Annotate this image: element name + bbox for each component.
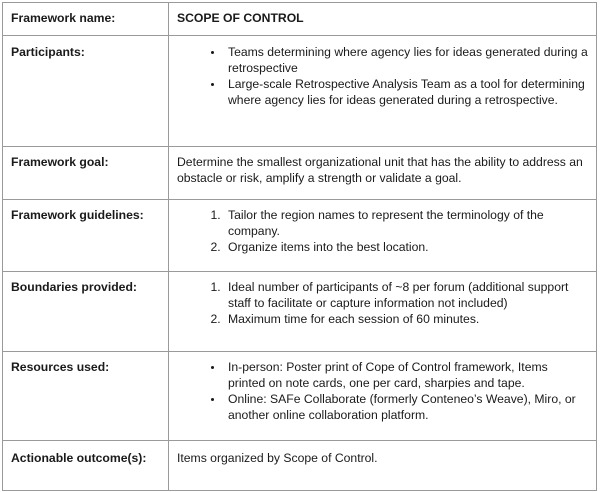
list-item: 1. Ideal number of participants of ~8 per forum (additional support staff to facilitate or capture information not included) xyxy=(224,279,588,311)
list-item: • Large-scale Retrospective Analysis Team as a tool for determining where agency lies for ideas generated during a retrospective. xyxy=(224,76,588,108)
row-label: Participants: xyxy=(3,36,169,147)
table-row xyxy=(3,441,597,491)
list-item: • In-person: Poster print of Cope of Control framework, Items printed on note cards, one per card, sharpies and tape. xyxy=(224,359,588,391)
numbered-list xyxy=(177,279,588,327)
row-label: Resources used: xyxy=(3,352,169,441)
numbered-list xyxy=(177,207,588,255)
row-label: Boundaries provided: xyxy=(3,272,169,352)
list-item: • Online: SAFe Collaborate (formerly Conteneo’s Weave), Miro, or another online collaboration platform. xyxy=(224,391,588,423)
framework-name-value: SCOPE OF CONTROL xyxy=(169,3,597,36)
list-item: • Teams determining where agency lies for ideas generated during a retrospective xyxy=(224,44,588,76)
framework-goal-value: Determine the smallest organizational unit that has the ability to address an obstacle or risk, amplify a strength or validate a goal. xyxy=(169,147,597,200)
table-row xyxy=(3,36,597,147)
table-row xyxy=(3,272,597,352)
list-item: 1. Tailor the region names to represent the terminology of the company. xyxy=(224,207,588,239)
table-row xyxy=(3,200,597,272)
table-row xyxy=(3,3,597,36)
row-label: Framework goal: xyxy=(3,147,169,200)
bullet-list xyxy=(177,44,588,108)
table-row xyxy=(3,352,597,441)
row-label: Actionable outcome(s): xyxy=(3,441,169,491)
framework-guidelines-value xyxy=(169,200,597,272)
resources-value xyxy=(169,352,597,441)
list-item: 2. Maximum time for each session of 60 minutes. xyxy=(224,311,588,327)
participants-value xyxy=(169,36,597,147)
boundaries-value xyxy=(169,272,597,352)
bullet-list xyxy=(177,359,588,423)
actionable-outcome-value: Items organized by Scope of Control. xyxy=(169,441,597,491)
row-label: Framework guidelines: xyxy=(3,200,169,272)
row-label: Framework name: xyxy=(3,3,169,36)
table-row xyxy=(3,147,597,200)
framework-table xyxy=(2,2,597,491)
list-item: 2. Organize items into the best location. xyxy=(224,239,588,255)
